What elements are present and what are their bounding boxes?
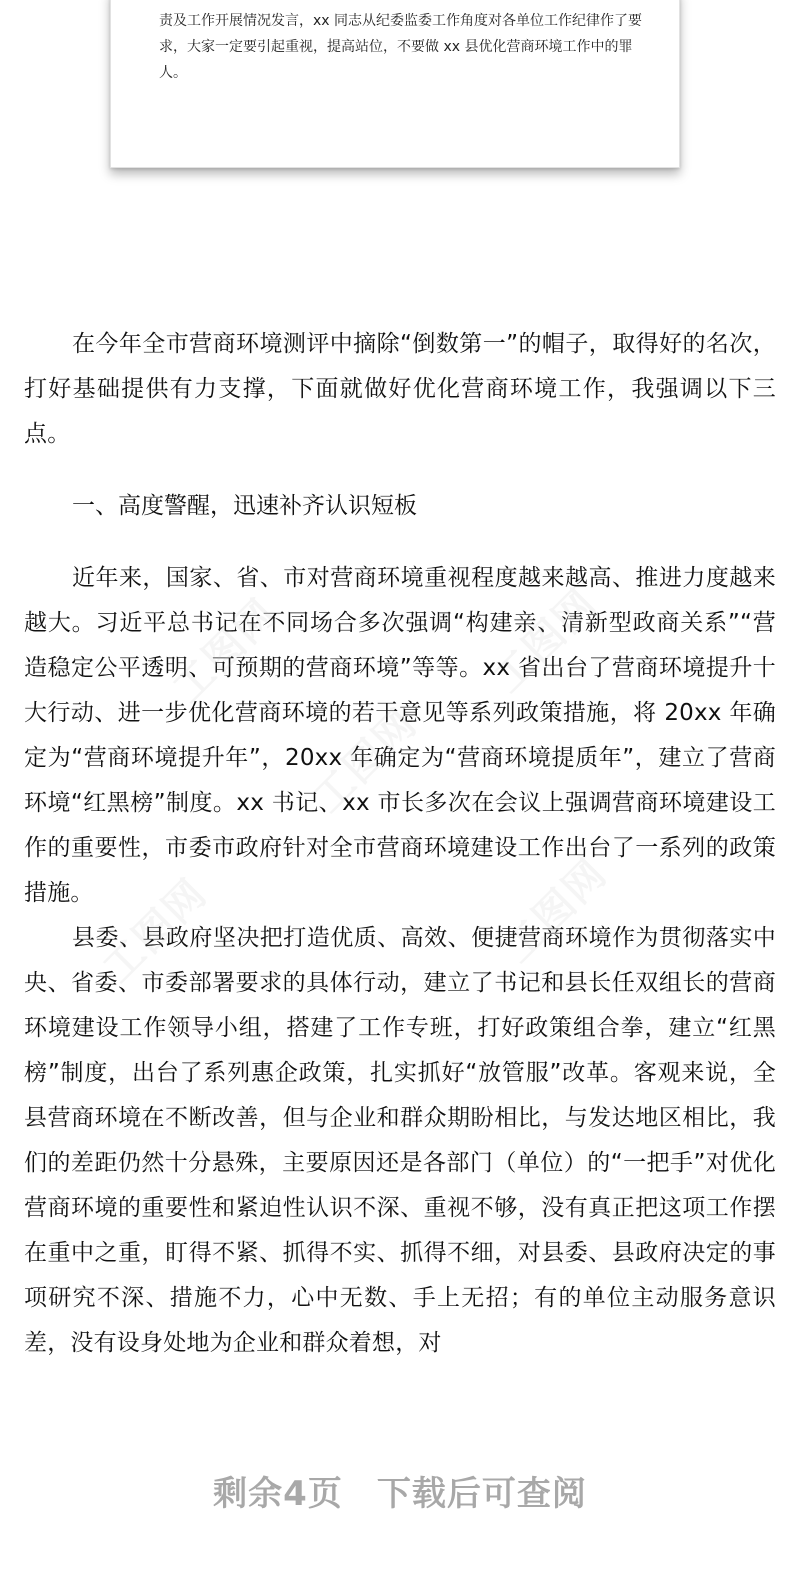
- body-paragraph-2: 县委、县政府坚决把打造优质、高效、便捷营商环境作为贯彻落实中央、省委、市委部署要求的具体行动，建立了书记和县长任双组长的营商环境建设工作领导小组，搭建了工作专班，打好政策组合拳，建立“红黑榜”制度，出台了系列惠企政策，扎实抓好“放管服”改革。客观来说，全县营商环境在不断改善，但与企业和群众期盼相比，与发达地区相比，我们的差距仍然十分悬殊，主要原因还是各部门（单位）的“一把手”对优化营商环境的重要性和紧迫性认识不深、重视不够，没有真正把这项工作摆在重中之重，盯得不紧、抓得不实、抓得不细，对县委、县政府决定的事项研究不深、措施不力，心中无数、手上无招；有的单位主动服务意识差，没有设身处地为企业和群众着想，对: [24, 925, 776, 1356]
- remaining-pages-label: 剩余4页: [213, 1474, 343, 1514]
- body-paragraph-1: 近年来，国家、省、市对营商环境重视程度越来越高、推进力度越来越大。习近平总书记在不同场合多次强调“构建亲、清新型政商关系”“营造稳定公平透明、可预期的营商环境”等等。xx 省出台了营商环境提升十大行动、进一步优化营商环境的若干意见等系列政策措施，将 20xx 年确定为“营商环境提升年”，20xx 年确定为“营商环境提质年”，建立了营商环境“红黑榜”制度。xx 书记、xx 市长多次在会议上强调营商环境建设工作的重要性，市委市政府针对全市营商环境建设工作出台了一系列的政策措施。: [24, 565, 776, 906]
- intro-paragraph: 在今年全市营商环境测评中摘除“倒数第一”的帽子，取得好的名次，打好基础提供有力支撑，下面就做好优化营商环境工作，我强调以下三点。: [24, 331, 776, 447]
- previous-page-text: 责及工作开展情况发言，xx 同志从纪委监委工作角度对各单位工作纪律作了要求，大家一定要引起重视，提高站位，不要做 xx 县优化营商环境工作中的罪人。: [159, 13, 643, 81]
- watermark-logo: 工图网: [494, 850, 617, 972]
- watermark-logo: 工图网: [164, 590, 287, 712]
- download-notice[interactable]: [0, 1466, 800, 1515]
- watermark-logo: 工图网: [304, 700, 427, 822]
- watermark-logo: 工图网: [484, 580, 607, 702]
- watermark-logo: 工图网: [94, 870, 217, 992]
- download-to-view-label: 下载后可查阅: [376, 1474, 587, 1514]
- document-body: [24, 322, 776, 1366]
- section-heading: 一、高度警醒，迅速补齐认识短板: [72, 493, 417, 519]
- previous-page-card: [110, 0, 680, 168]
